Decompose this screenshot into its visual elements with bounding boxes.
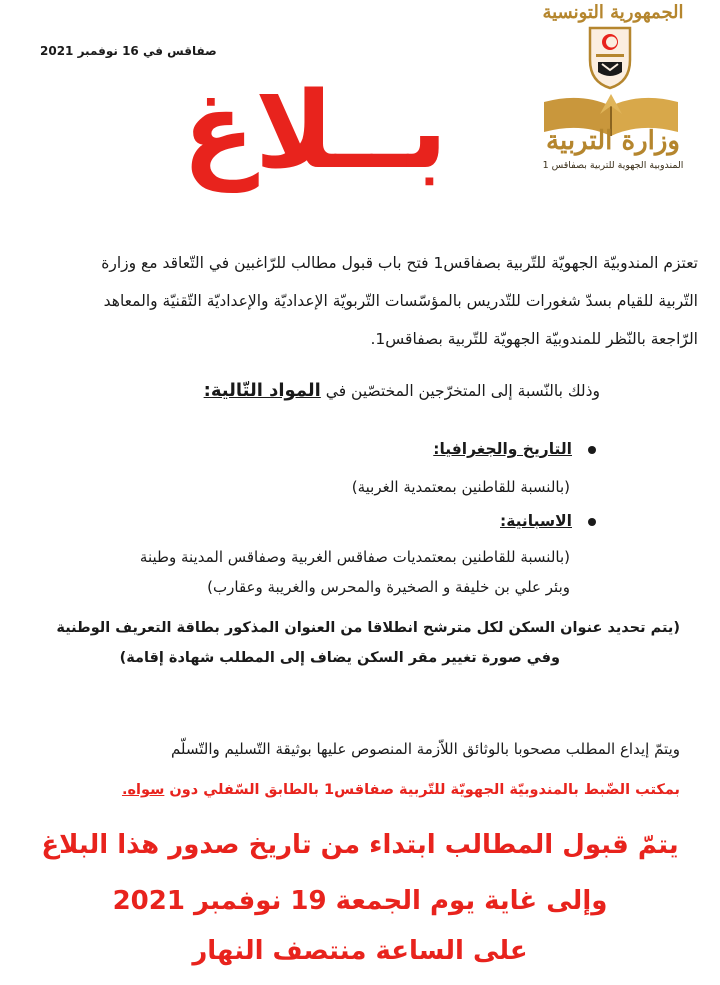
subject-detail: (بالنسبة للقاطنين بمعتمديات صفاقس الغربية وصفاقس المدينة وطينة bbox=[139, 548, 570, 566]
deadline-line: يتمّ قبول المطالب ابتداء من تاريخ صدور هذا البلاغ bbox=[41, 830, 679, 860]
republic-heading: الجمهورية التونسية bbox=[542, 2, 684, 23]
office-emphasis: سواه. bbox=[121, 782, 165, 798]
page-title: بــلاغ bbox=[182, 69, 448, 192]
deadline-line: على الساعة منتصف النهار bbox=[192, 936, 528, 966]
subjects-intro bbox=[204, 380, 600, 401]
ministry-name: وزارة التربية bbox=[546, 126, 680, 156]
tunisia-emblem-icon bbox=[580, 24, 640, 90]
residence-note: (يتم تحديد عنوان السكن لكل مترشح انطلاقا من العنوان المذكور بطاقة التعريف الوطنية bbox=[56, 620, 680, 636]
subject-detail: (بالنسبة للقاطنين بمعتمدية الغربية) bbox=[351, 478, 570, 496]
announcement-paragraph bbox=[18, 244, 698, 358]
announcement-line: التّربية للقيام بسدّ شغورات للتّدريس بالمؤسّسات التّربويّة الإعداديّة والإعداديّة التّقنيّة والمعاهد bbox=[103, 292, 698, 310]
subject-name: الاسبانية: bbox=[500, 512, 572, 530]
office-text: بمكتب الضّبط بالمندوبيّة الجهويّة للتّربية صفاقس1 بالطابق السّفلي دون bbox=[169, 782, 680, 798]
bullet-icon bbox=[588, 446, 596, 454]
intro-emphasis: المواد التّالية: bbox=[203, 380, 321, 401]
deadline-line: وإلى غاية يوم الجمعة 19 نوفمبر 2021 bbox=[112, 886, 608, 916]
submission-office bbox=[122, 782, 680, 798]
subject-item bbox=[433, 440, 572, 458]
announcement-line: الرّاجعة بالنّظر للمندوبيّة الجهويّة للتّربية بصفاقس1. bbox=[370, 330, 698, 348]
bullet-icon bbox=[588, 518, 596, 526]
intro-text: وذلك بالنّسبة إلى المتخرّجين المختصّين في bbox=[325, 382, 600, 400]
announcement-line: تعتزم المندوبيّة الجهويّة للتّربية بصفاقس1 فتح باب قبول مطالب للرّاغبين في التّعاقد مع وزارة bbox=[101, 254, 698, 272]
subject-item bbox=[500, 512, 572, 530]
directorate-name: المندوبية الجهوية للتربية بصفاقس 1 bbox=[542, 160, 684, 171]
residence-note: وفي صورة تغيير مقر السكن يضاف إلى المطلب شهادة إقامة) bbox=[119, 650, 560, 666]
date-line: صفاقس في 16 نوفمبر 2021 bbox=[40, 44, 217, 58]
subject-detail: وبئر علي بن خليفة و الصخيرة والمحرس والغريبة وعقارب) bbox=[207, 578, 570, 596]
submission-line: ويتمّ إيداع المطلب مصحوبا بالوثائق اللاّزمة المنصوص عليها بوثيقة التّسليم والتّسلّم bbox=[170, 740, 680, 758]
subject-name: التاريخ والجغرافيا: bbox=[433, 440, 572, 458]
